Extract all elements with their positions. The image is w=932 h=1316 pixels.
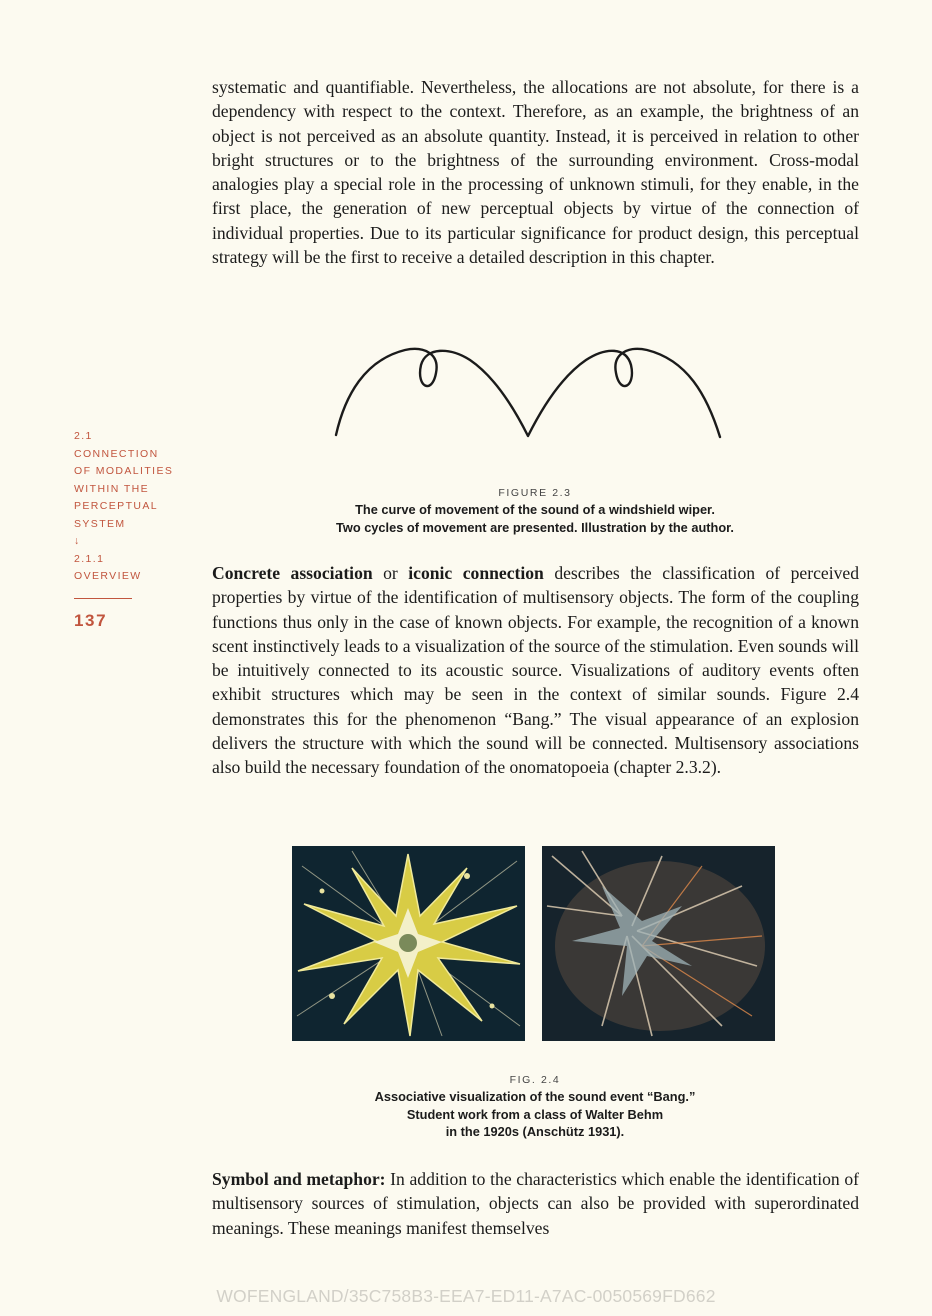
caption-line: The curve of movement of the sound of a windshield wiper. [355, 502, 715, 517]
paragraph-text [212, 561, 859, 780]
paragraph-text [212, 1167, 859, 1240]
sidebar-divider [74, 598, 132, 599]
bang-artwork-yellow-star-image [292, 846, 525, 1041]
wiper-curve-path [336, 349, 720, 437]
term-iconic-connection: iconic connection [408, 563, 544, 583]
term-symbol-and-metaphor: Symbol and metaphor: [212, 1169, 386, 1189]
bang-artwork-burst-image [542, 846, 775, 1041]
body-paragraph-intro [212, 75, 859, 269]
paragraph-body: describes the classification of perceived properties by virtue of the identification of multisensory objects. The form of the coupling functions thus only in the case of known objects. For example, the recognition of a known scent instinctively leads to a visualization of the source of the stimulation. Even sounds will be intuitively connected to its acoustic source. Visualizations of auditory events often exhibit structures which may be seen in the context of similar sounds. Figure 2.4 demonstrates this for the phenomenon “Bang.” The visual appearance of an explosion delivers the structure with which the sound will be connected. Multisensory associations also build the necessary foundation of the onomatopoeia (chapter 2.3.2). [212, 563, 860, 778]
watermark-text: WOFENGLAND/35C758B3-EEA7-ED11-A7AC-0050569FD662 [216, 1286, 716, 1306]
body-paragraph-concrete-association [212, 561, 859, 780]
section-title-line: OF MODALITIES [74, 465, 174, 477]
caption-line: Student work from a class of Walter Behm [406, 1106, 664, 1122]
page-number: 137 [74, 610, 108, 630]
figure-2-4-caption [250, 1073, 820, 1141]
section-title-line: SYSTEM [74, 517, 126, 530]
figure-label: FIG. 2.4 [509, 1074, 561, 1086]
figure-2-3-caption [250, 486, 820, 536]
caption-line: in the 1920s (Anschütz 1931). [445, 1124, 625, 1139]
wiper-motion-curve-figure [320, 315, 770, 465]
section-title-line: PERCEPTUAL [74, 500, 159, 512]
term-concrete-association: Concrete association [212, 563, 373, 583]
subsection-title: OVERVIEW [74, 570, 142, 582]
down-arrow-icon: ↓ [74, 535, 81, 547]
caption-line: Two cycles of movement are presented. Illustration by the author. [336, 519, 734, 535]
caption-line: Associative visualization of the sound event “Bang.” [374, 1089, 696, 1104]
section-title-line: CONNECTION [74, 447, 159, 460]
connector-text: or [372, 563, 409, 583]
subsection-number: 2.1.1 [74, 552, 105, 565]
paragraph-text: systematic and quantifiable. Nevertheless, the allocations are not absolute, for there is a dependency with respect to the context. Therefore, as an example, the brightness of an object is not perceived as an absolute quantity. Instead, it is perceived in relation to other bright structures or to the brightness of the surrounding environment. Cross-modal analogies play a special role in the processing of unknown stimuli, for they enable, in the first place, the generation of new perceptual objects by virtue of the connection of individual properties. Due to its particular significance for product design, this perceptual strategy will be the first to receive a detailed description in this chapter. [212, 77, 859, 268]
figure-label: FIGURE 2.3 [498, 487, 572, 499]
section-number: 2.1 [74, 430, 93, 442]
paragraph-body: In addition to the characteristics which enable the identification of multisensory sources of stimulation, objects can also be provided with superordinated meanings. These meanings manifest themselves [212, 1169, 859, 1238]
section-title-line: WITHIN THE [74, 482, 150, 495]
section-sidebar [74, 428, 194, 629]
body-paragraph-symbol-metaphor [212, 1167, 859, 1240]
